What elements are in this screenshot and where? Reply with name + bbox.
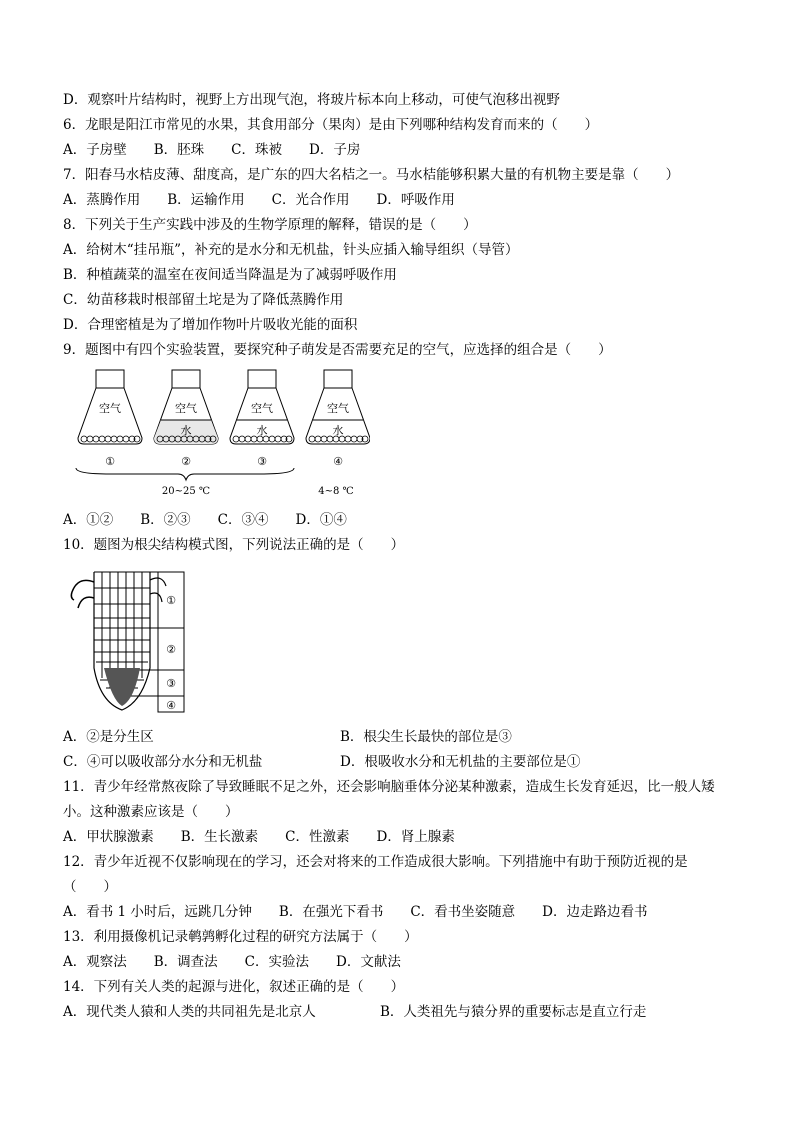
q10-option-c: C．④可以吸收部分水分和无机盐 [63, 754, 263, 770]
q8-option-d: D．合理密植是为了增加作物叶片吸收光能的面积 [63, 317, 358, 333]
flask4-air-label: 空气 [327, 402, 349, 415]
flask4-water-label: 水 [332, 424, 344, 437]
q14-option-a: A．现代类人猿和人类的共同祖先是北京人 [63, 1004, 316, 1020]
q12-options: A．看书 1 小时后，远跳几分钟 B．在强光下看书 C．看书坐姿随意 D．边走路边看书 [63, 904, 648, 920]
q9-options: A．①② B．②③ C．③④ D．①④ [63, 512, 347, 528]
q13-options: A．观察法 B．调查法 C．实验法 D．文献法 [63, 954, 401, 970]
brace-warm [76, 468, 294, 480]
root-label-2: ② [166, 643, 176, 656]
flask3-num: ③ [257, 455, 267, 468]
q11-stem-line1: 11．青少年经常熬夜除了导致睡眠不足之外，还会影响脑垂体分泌某种激素，造成生长发育延迟，比一般人矮 [63, 779, 715, 795]
flask3-air-label: 空气 [251, 402, 273, 415]
root-label-4: ④ [166, 699, 176, 712]
q10-stem: 10．题图为根尖结构模式图，下列说法正确的是（ ） [63, 537, 405, 553]
q6-options: A．子房壁 B．胚珠 C．珠被 D．子房 [63, 142, 361, 158]
q7-options: A．蒸腾作用 B．运输作用 C．光合作用 D．呼吸作用 [63, 192, 455, 208]
q11-stem-line2: 小。这种激素应该是（ ） [63, 804, 239, 820]
q12-stem-line1: 12．青少年近视不仅影响现在的学习，还会对将来的工作造成很大影响。下列措施中有助于预防近视的是 [63, 854, 688, 870]
q10-option-d: D．根吸收水分和无机盐的主要部位是① [340, 754, 581, 770]
q7-stem: 7．阳春马水桔皮薄、甜度高，是广东的四大名桔之一。马水桔能够积累大量的有机物主要是靠（ ） [63, 167, 680, 183]
q12-stem-line2: （ ） [63, 879, 117, 895]
flask1-num: ① [105, 455, 115, 468]
q8-stem: 8．下列关于生产实践中涉及的生物学原理的解释，错误的是（ ） [63, 217, 477, 233]
q11-options: A．甲状腺激素 B．生长激素 C．性激素 D．肾上腺素 [63, 829, 455, 845]
temp-warm-label: 20~25 ℃ [161, 486, 211, 497]
root-label-3: ③ [166, 677, 176, 690]
q13-stem: 13．利用摄像机记录鹌鹑孵化过程的研究方法属于（ ） [63, 929, 418, 945]
temp-cold-label: 4~8 ℃ [318, 486, 354, 497]
q8-option-c: C．幼苗移栽时根部留土坨是为了降低蒸腾作用 [63, 292, 344, 308]
q5-option-d: D．观察叶片结构时，视野上方出现气泡，将玻片标本向上移动，可使气泡移出视野 [63, 92, 560, 108]
seeds-row [81, 436, 140, 442]
q10-option-a: A．②是分生区 [63, 729, 154, 745]
q14-option-b: B．人类祖先与猿分界的重要标志是直立行走 [380, 1004, 647, 1020]
flask1-air-label: 空气 [99, 402, 121, 415]
q8-option-a: A．给树木“挂吊瓶”，补充的是水分和无机盐，针头应插入输导组织（导管） [63, 242, 519, 258]
flask3-water-label: 水 [256, 424, 268, 437]
q14-stem: 14．下列有关人类的起源与进化，叙述正确的是（ ） [63, 979, 405, 995]
q8-option-b: B．种植蔬菜的温室在夜间适当降温是为了减弱呼吸作用 [63, 267, 397, 283]
q9-stem: 9．题图中有四个实验装置，要探究种子萌发是否需要充足的空气，应选择的组合是（ ） [63, 342, 612, 358]
flask2-water-label: 水 [180, 424, 192, 437]
flask2-num: ② [181, 455, 191, 468]
q10-root-tip-figure [64, 568, 188, 716]
flask4-num: ④ [333, 455, 343, 468]
root-label-1: ① [166, 594, 176, 607]
q6-stem: 6．龙眼是阳江市常见的水果，其食用部分（果肉）是由下列哪种结构发育而来的（ ） [63, 117, 599, 133]
q10-option-b: B．根尖生长最快的部位是③ [340, 729, 512, 745]
q9-flask-figure [70, 368, 370, 500]
flask2-air-label: 空气 [175, 402, 197, 415]
